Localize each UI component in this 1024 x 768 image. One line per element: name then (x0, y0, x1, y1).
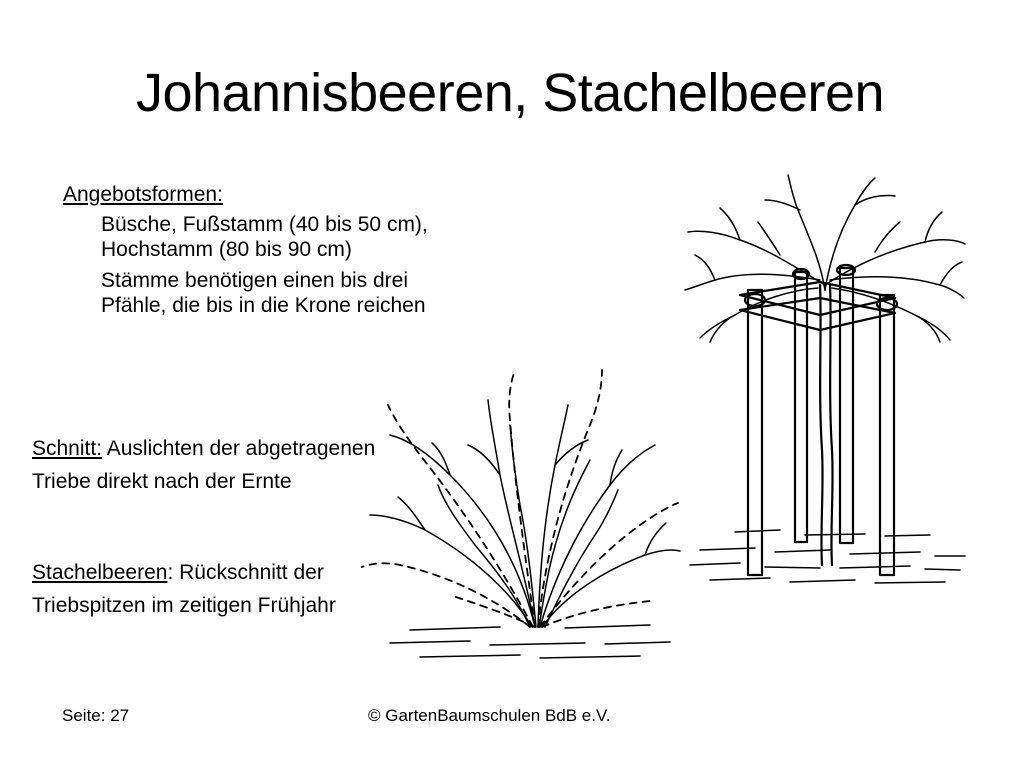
offer-item-forms: Büsche, Fußstamm (40 bis 50 cm), Hochstamm (80 bis 90 cm) (101, 213, 428, 261)
pruning-text: Auslichten der abgetragenen Triebe direkt nach der Ernte (32, 437, 376, 493)
page-number: Seite: 27 (62, 706, 130, 725)
gooseberry-note (32, 556, 412, 622)
slide-title: Johannisbeeren, Stachelbeeren (135, 63, 885, 123)
standard-tree-illustration (680, 170, 970, 590)
gooseberry-text: : Rückschnitt der Triebspitzen im zeitigen Frühjahr (32, 561, 336, 617)
gooseberry-label: Stachelbeeren (32, 561, 168, 584)
pruning-note (32, 432, 412, 498)
copyright: © GartenBaumschulen BdB e.V. (368, 706, 611, 725)
offer-item-stakes: Stämme benötigen einen bis drei Pfähle, die bis in die Krone reichen (101, 269, 426, 317)
offer-heading: Angebotsformen: (63, 183, 223, 206)
pruning-label: Schnitt: (32, 437, 103, 460)
